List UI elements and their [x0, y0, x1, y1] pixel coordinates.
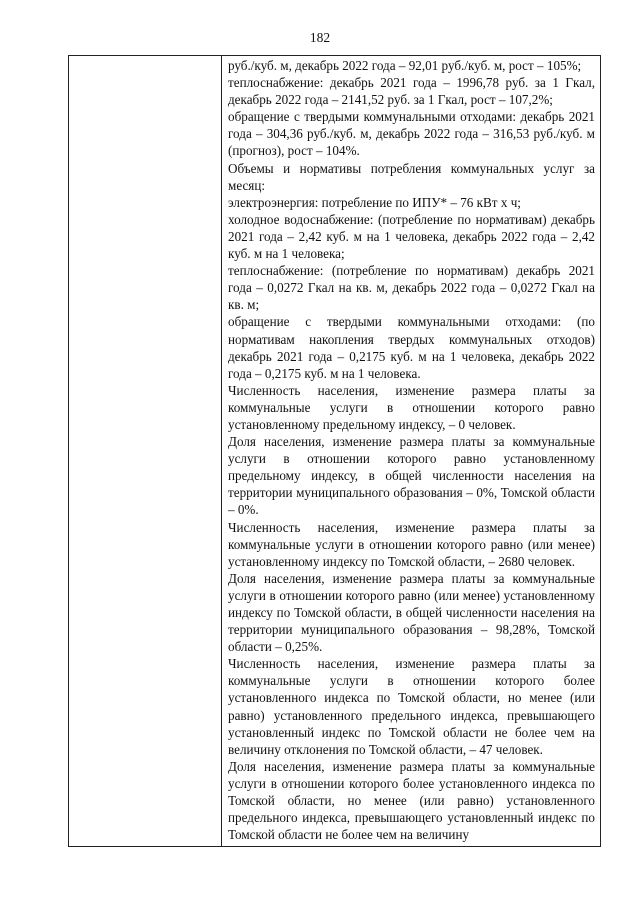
paragraph-share-equal-limit: Доля населения, изменение размера платы за коммунальные услуги в отношении которого равно установленному предельному индексу, в общей численности населения на территории муниципального образования – 0%, Томской области – 0%.	[228, 434, 595, 518]
paragraph-population-within-index: Численность населения, изменение размера платы за коммунальные услуги в отношении которого равно (или менее) установленному индексу по Томской области, – 2680 человек.	[228, 519, 595, 569]
paragraph-tariff-waste: обращение с твердыми коммунальными отходами: декабрь 2021 года – 304,36 руб./куб. м, декабрь 2022 года – 316,53 руб./куб. м (прогноз), рост – 104%.	[228, 109, 595, 159]
paragraph-share-within-index: Доля населения, изменение размера платы за коммунальные услуги в отношении которого равно (или менее) установленному индексу по Томской области, в общей численности населения на территории муниципального образования – 98,28%, Томской области – 0,25%.	[228, 570, 595, 655]
table-left-cell	[69, 56, 222, 846]
page-number: 182	[309, 30, 331, 45]
paragraph-population-above-index: Численность населения, изменение размера платы за коммунальные услуги в отношении которого более установленного индекса по Томской области, но менее (или равно) установленного предельного индекса, превышающего установленный индекс по Томской области не более чем на величину отклонения по Томской области, – 47 человек.	[228, 656, 595, 757]
table-right-cell	[222, 56, 600, 846]
paragraph-consumption-heating: теплоснабжение: (потребление по нормативам) декабрь 2021 года – 0,0272 Гкал на кв. м, декабрь 2022 года – 0,0272 Гкал на кв. м;	[228, 263, 595, 313]
paragraph-tariff-heating: теплоснабжение: декабрь 2021 года – 1996,78 руб. за 1 Гкал, декабрь 2022 года – 2141,52 руб. за 1 Гкал, рост – 107,2%;	[228, 75, 595, 108]
document-table	[68, 55, 601, 847]
paragraph-consumption-waste: обращение с твердыми коммунальными отходами: (по нормативам накопления твердых коммунальных отходов) декабрь 2021 года – 0,2175 куб. м на 1 человека, декабрь 2022 года – 0,2175 куб. м на 1 человека.	[228, 314, 595, 381]
paragraph-consumption-electricity: электроэнергия: потребление по ИПУ* – 76 кВт х ч;	[228, 194, 521, 210]
paragraph-consumption-heading: Объемы и нормативы потребления коммунальных услуг за месяц:	[228, 160, 595, 193]
paragraph-population-equal-limit: Численность населения, изменение размера платы за коммунальные услуги в отношении которого равно установленному предельному индексу, – 0 человек.	[228, 382, 595, 432]
paragraph-consumption-cold-water: холодное водоснабжение: (потребление по нормативам) декабрь 2021 года – 2,42 куб. м на 1 человека, декабрь 2022 года – 2,42 куб. м на 1 человека;	[228, 211, 595, 262]
paragraph-share-above-index: Доля населения, изменение размера платы за коммунальные услуги в отношении которого более установленного индекса по Томской области, но менее (или равно) установленного предельного индекса, превышающего установленный индекс по Томской области не более чем на величину	[228, 758, 595, 843]
paragraph-tariff-water-continuation: руб./куб. м, декабрь 2022 года – 92,01 руб./куб. м, рост – 105%;	[228, 58, 582, 73]
